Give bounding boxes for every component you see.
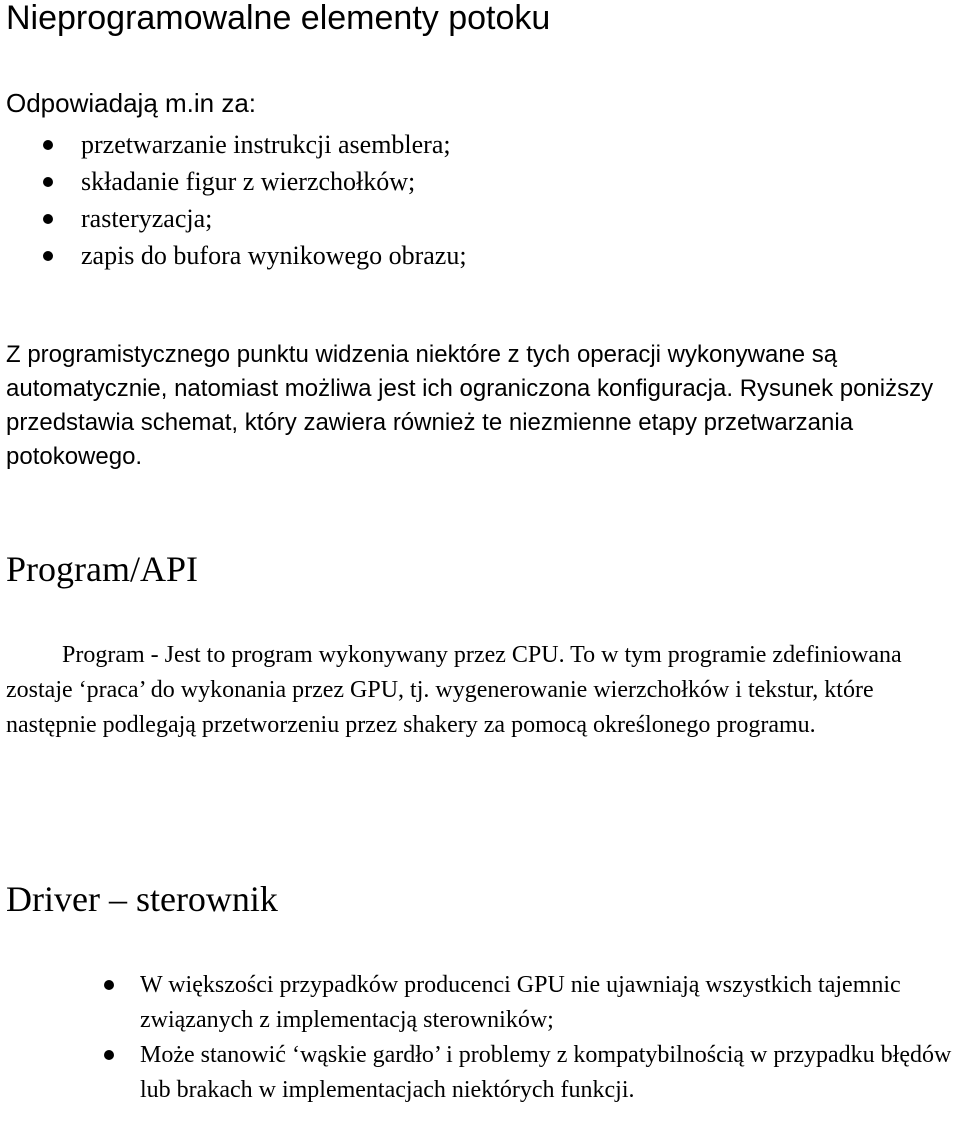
list-item-text: W większości przypadków producenci GPU nie ujawniają wszystkich tajemnic związanych z implementacją sterowników; [140, 972, 901, 1033]
list-item-text: przetwarzanie instrukcji asemblera; [81, 130, 451, 159]
paragraph: Z programistycznego punktu widzenia niektóre z tych operacji wykonywane są automatycznie, natomiast możliwa jest ich ograniczona konfiguracja. Rysunek poniższy przedstawia schemat, który zawiera również te niezmienne etapy przetwarzania potokowego. [6, 341, 934, 470]
list-item-text: Może stanowić ‘wąskie gardło’ i problemy z kompatybilnością w przypadku błędów lub brakach w implementacjach niektórych funkcji. [140, 1042, 952, 1103]
list-item-text: rasteryzacja; [81, 204, 213, 233]
responsibilities-list [81, 126, 467, 274]
driver-list [140, 968, 958, 1108]
program-api-paragraph: Program - Jest to program wykonywany przez CPU. To w tym programie zdefiniowana zostaje ‘praca’ do wykonania przez GPU, tj. wygenerowanie wierzchołków i tekstur, które następnie podlegają przetworzeniu przez shakery za pomocą określonego programu. [6, 642, 902, 738]
bullet-icon [43, 251, 53, 261]
bullet-icon [43, 214, 53, 224]
list-item [81, 200, 467, 237]
bullet-icon [43, 177, 53, 187]
list-item [81, 126, 467, 163]
list-item-text: składanie figur z wierzchołków; [81, 167, 416, 196]
list-item [140, 968, 958, 1038]
intro-text: Odpowiadają m.in za: [6, 88, 257, 118]
bullet-icon [43, 140, 53, 150]
list-item [81, 237, 467, 274]
bullet-icon [104, 980, 114, 990]
bullet-icon [104, 1050, 114, 1060]
section-heading-driver: Driver – sterownik [6, 879, 278, 919]
page-title: Nieprogramowalne elementy potoku [6, 0, 551, 37]
list-item [81, 163, 467, 200]
section-heading-program-api: Program/API [6, 549, 198, 589]
list-item [140, 1038, 958, 1108]
list-item-text: zapis do bufora wynikowego obrazu; [81, 241, 467, 270]
